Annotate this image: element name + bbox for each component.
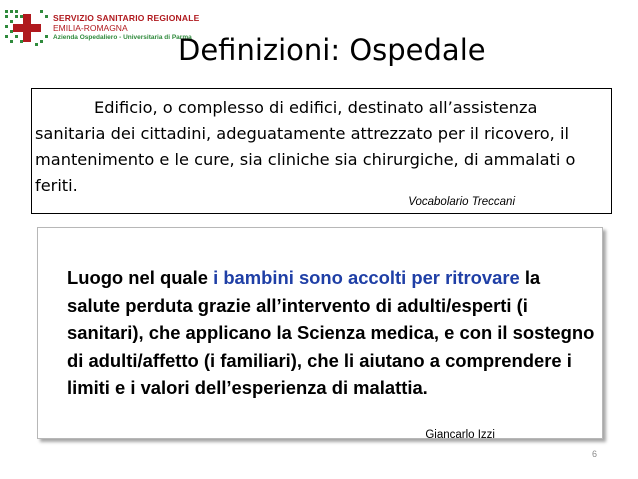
quote-box [37,227,603,439]
quote-author: Giancarlo Izzi [425,429,495,441]
quote-highlight: i bambini sono accolti per ritrovare [213,267,520,288]
quote-text [67,264,597,402]
slide-title: Definizioni: Ospedale [178,33,486,67]
definition-text: Edificio, o complesso di edifici, destinato all’assistenza sanitaria dei cittadini, adeguatamente attrezzato per il ricovero, il mantenimento e le cure, sia cliniche sia chirurgiche, di ammalati o feriti. [35,98,576,195]
logo-line-3: Azienda Ospedaliero - Universitaria di Parma [53,34,192,41]
quote-text-part-2: la salute perduta grazie all’intervento di adulti/esperti (i sanitari), che applicano la Scienza medica, e con il sostegno di adulti/affetto (i familiari), che li aiutano a comprendere i limiti e i valori dell’esperienza di malattia. [67,267,595,399]
logo-line-1: SERVIZIO SANITARIO REGIONALE [53,13,200,23]
logo-line-2: EMILIA-ROMAGNA [53,23,128,33]
page-number: 6 [592,449,598,459]
definition-source: Vocabolario Treccani [408,196,515,208]
logo-cross-icon [5,10,49,46]
quote-text-part-1: Luogo nel quale [67,267,214,288]
definition-box [31,88,612,214]
